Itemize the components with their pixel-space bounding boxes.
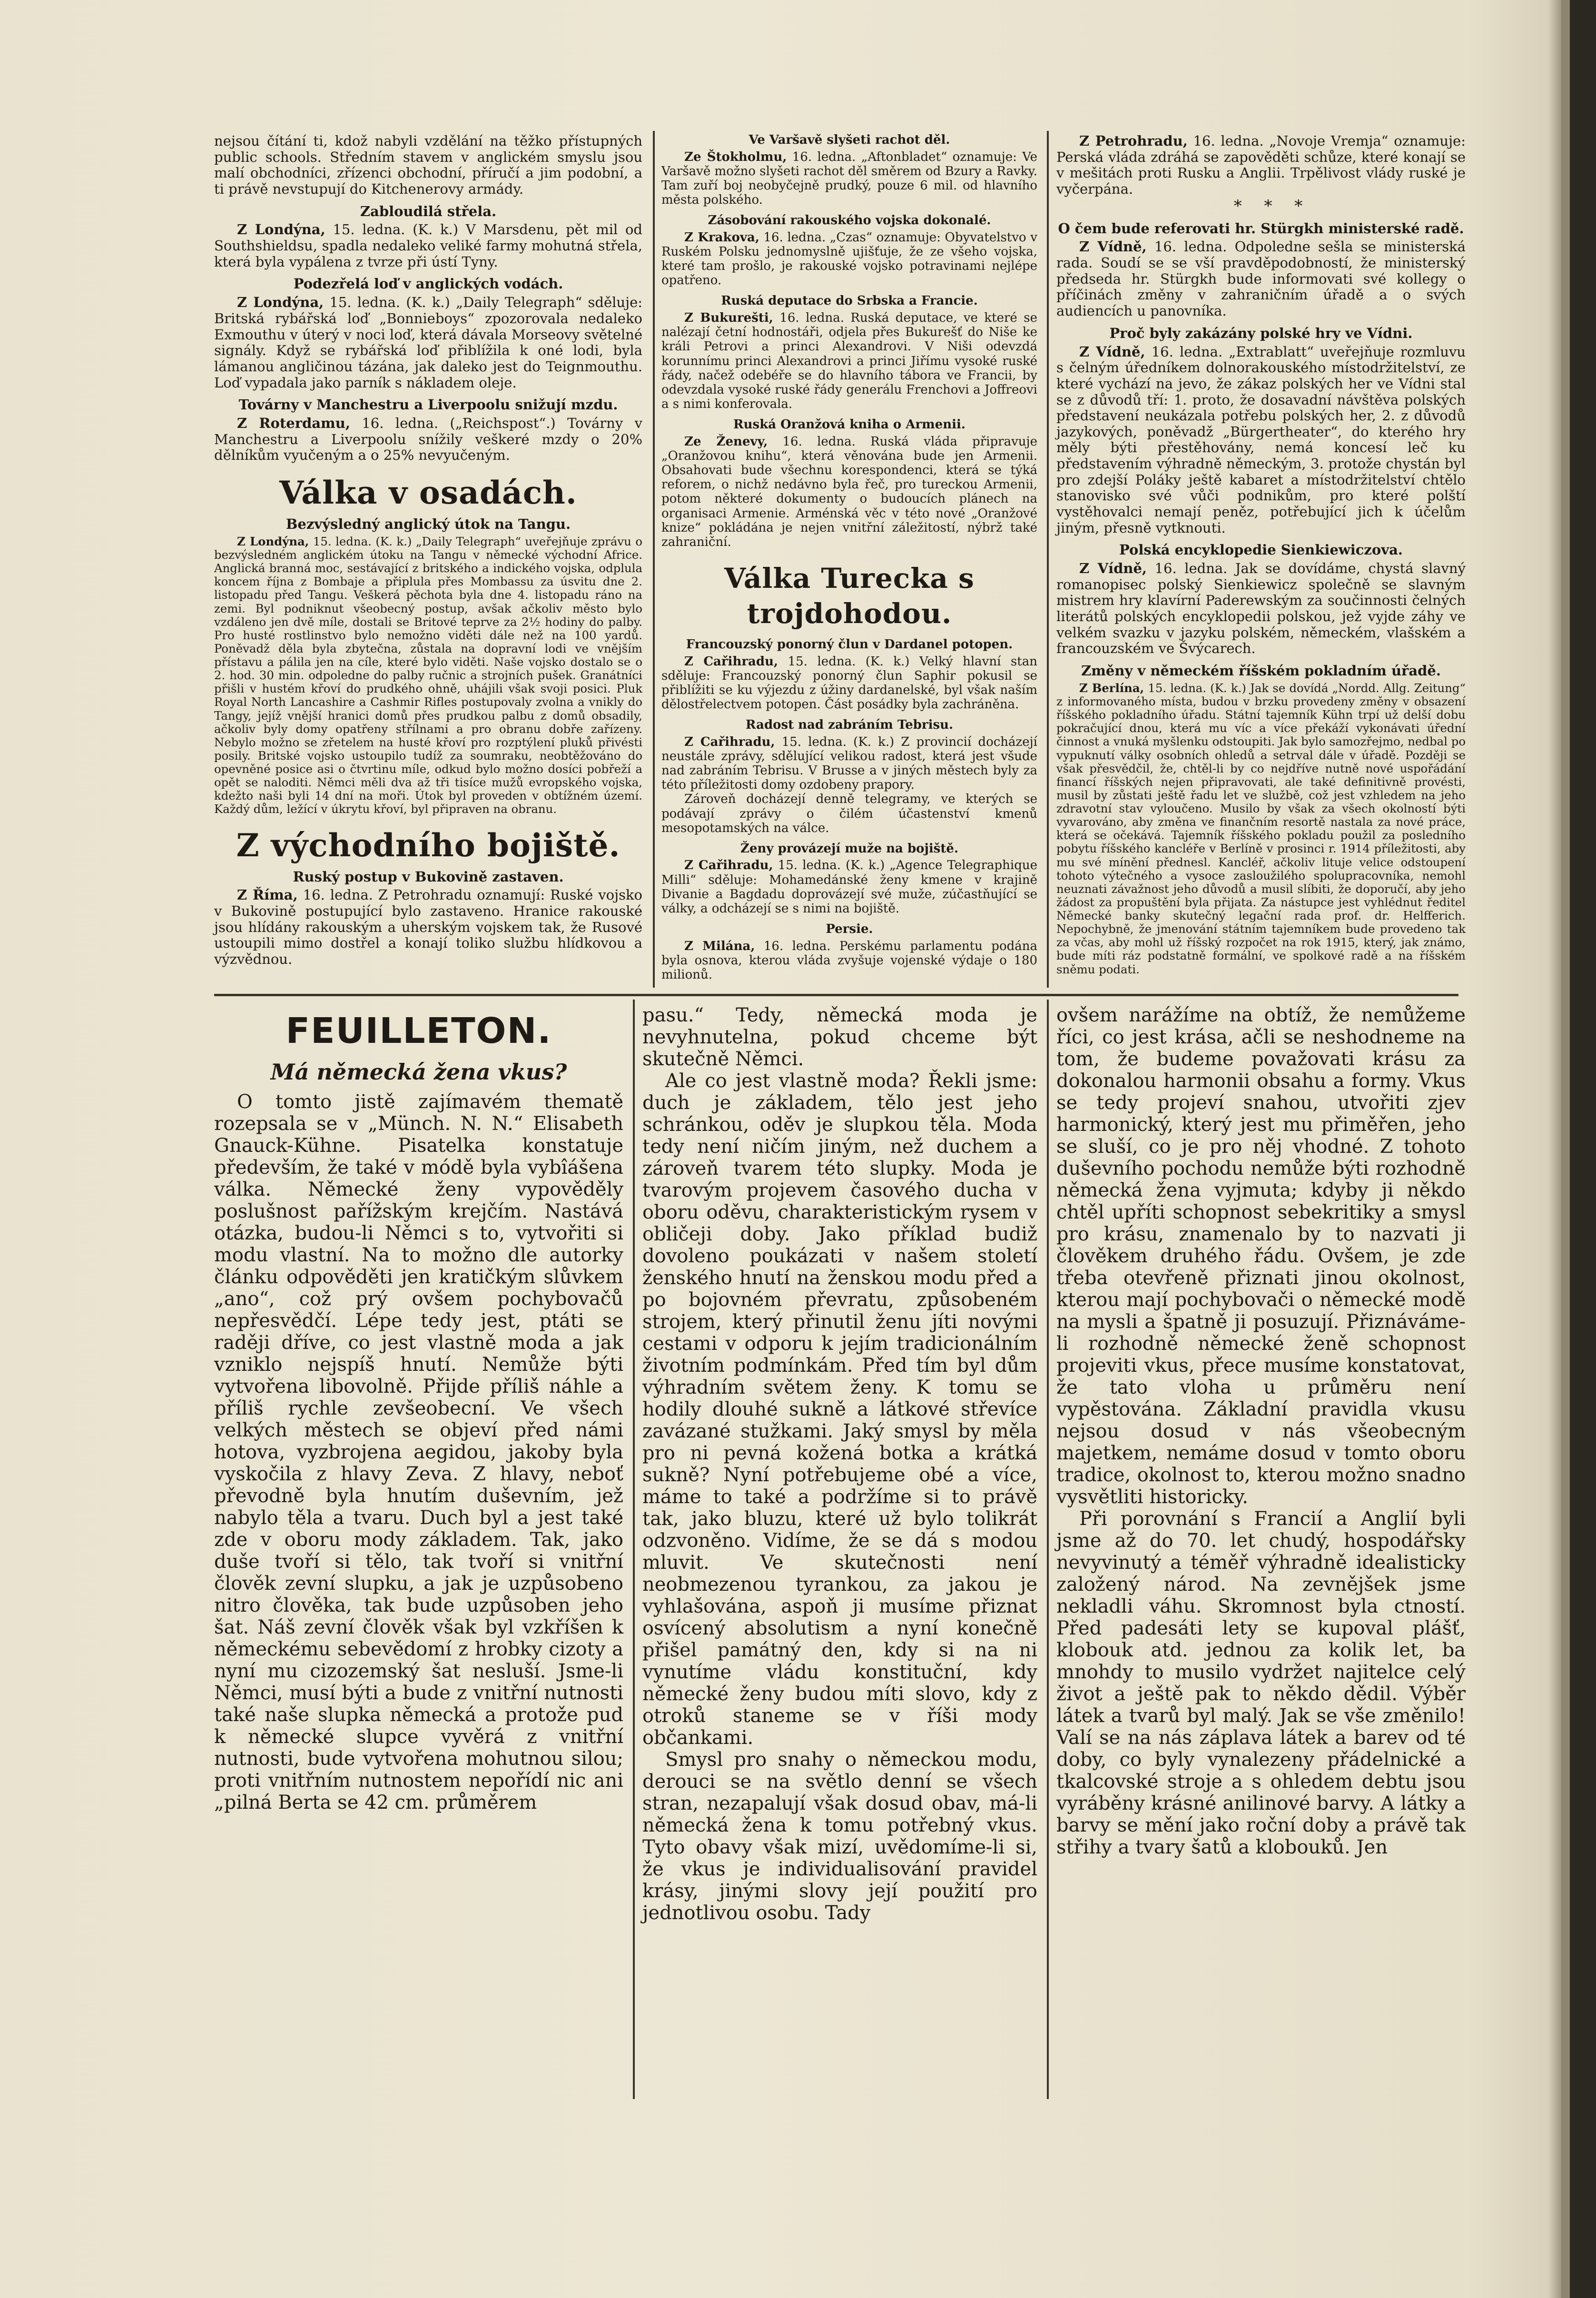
feuilleton-column-3 [1056, 1004, 1466, 1858]
headline-tovarny: Továrny v Manchestru a Liverpoolu snižují mzdu. [238, 396, 618, 413]
article-paragraph [661, 150, 1037, 208]
article-paragraph [661, 435, 1037, 549]
feuilleton-text: Smysl pro snahy o německou modu, derouci se na světlo denní se všech stran, nezapalují však dosud obav, má-li německá žena k tomu potřebný vkus. Tyto obavy však mizí, uvědomíme-li si, že vkus je individualisování pravidel krásy, jinými slovy její použití pro jednotlivou osobu. Tady [642, 1749, 1037, 1924]
dateline: Ze Ženevy, [684, 434, 768, 449]
article-text: 15. ledna. (K. k.) V Marsdenu, pět mil od Southshieldsu, spadla nedaleko veliké farmy mohutná střela, která byla vypálena z tvrze při ústí Tyny. [214, 221, 642, 270]
binding-shadow [1561, 0, 1570, 2298]
dateline: Z Říma, [237, 887, 298, 903]
dateline: Z Londýna, [237, 534, 309, 548]
article-text: 16. ledna. Perskému parlamentu podána byla osnova, kterou vláda zvyšuje vojenské výdaje o 180 milionů. [661, 939, 1037, 982]
article-text: 16. ledna. „Extrablatt“ uveřejňuje rozmluvu s čelným úředníkem dolnorakouského místodržitelství, ze které vychází na jevo, že zákaz polských her ve Vídni stal se z důvodů tří: 1. proto, že dosavadní návštěva polských představení neukázala potřebu polských her, 2. z důvodů jazykových, poněvadž „Bürgertheater“, do kterého hry měly býti přestěhovány, nemá koncesí leč ku představením výhradně německým, 3. protože chystán byl pro zdejší Poláky ještě kabaret a místodržitelství chtělo stanovisko své vůči podnikům, pro které polští vystěhovalci nemají peněz, potřebující jich k účelům jiným, přesně vytknouti. [1056, 343, 1466, 536]
article-paragraph [661, 230, 1037, 288]
intro-text: nejsou čítání ti, kdož nabyli vzdělání na těžko přístupných public schools. Středním stavem v anglickém smyslu jsou malí obchodníci, zřízenci obchodní, příručí a jim podobní, a ti právě nevstupují do Kitchenerovy armády. [214, 133, 642, 197]
dateline: Ze Štokholmu, [684, 149, 787, 164]
headline-oranzova-kniha: Ruská Oranžová kniha o Armenii. [733, 417, 965, 432]
article-paragraph [661, 311, 1037, 411]
feuilleton-rule [214, 994, 1458, 996]
headline-zasobovani: Zásobování rakouského vojska dokonalé. [708, 213, 991, 228]
feuilleton-column-1 [214, 1004, 623, 1813]
article-text: 15. ledna. (K. k.) „Agence Telegraphique Milli“ sděluje: Mohamedánské ženy kmene v krajině Divanie a Bagdadu doprovázejí své muže, zúčastňující se války, a odcházejí se s nimi na bojiště. [661, 858, 1037, 916]
column-rule-4 [1047, 1000, 1049, 2099]
article-paragraph [661, 654, 1037, 712]
dateline: Z Cařihradu, [684, 654, 778, 669]
feuilleton-text: Ale co jest vlastně moda? Řekli jsme: duch je základem, tělo jest jeho schránkou, oděv je slupkou těla. Moda tedy není ničím jiným, než duchem a zároveň tvarem této slupky. Moda je tvarovým projevem časového ducha v oboru oděvu, charakteristickým rysem v obličeji doby. Jako příklad budiž dovoleno poukázati v našem století ženského hnutí na ženskou modu před a po bojovném převratu, způsobeném strojem, který přinutil ženu jíti novými cestami v odporu k jejím tradicionálním životním podmínkám. Před tím byl dům výhradním světem ženy. K tomu se hodily dlouhé sukně a látkové střevíce zavázané stužkami. Jaký smysl by měla pro ni pevná kožená botka a krátká sukně? Nyní potřebujeme obé a více, máme to také a podržíme si to právě tak, jako bluzu, které už bylo tolikrát odzvoněno. Vidíme, že se dá s modou mluvit. Ve skutečnosti není neobmezenou tyrankou, za jakou je vyhlašována, aspoň ji musíme přiznat osvícený absolutism a nyní konečně přišel památný den, kdy si na ni vynutíme vládu konstituční, kdy německé ženy budou míti slovo, kdy z otroků staneme se v říši mody občankami. [642, 1070, 1037, 1749]
feuilleton-subtitle: Má německá žena vkus? [270, 1059, 567, 1085]
article-paragraph [1056, 239, 1466, 319]
headline-zeny: Ženy provázejí muže na bojiště. [740, 841, 959, 856]
column-rule-2 [1047, 131, 1049, 988]
article-paragraph [214, 295, 642, 391]
headline-ponorny-clun: Francouzský ponorný člun v Dardanel potopen. [686, 637, 1013, 652]
article-paragraph [661, 735, 1037, 792]
headline-tebris: Radost nad zabráním Tebrisu. [745, 718, 954, 733]
dateline: Z Petrohradu, [1079, 133, 1188, 149]
headline-zabloudila-strela: Zabloudilá střela. [360, 203, 497, 219]
article-text: 16. ledna. („Reichspost“.) Továrny v Manchestru a Liverpoolu snížily veškeré mzdy o 20% dělníkům vyučeným a o 25% nevyučeným. [214, 415, 642, 464]
dateline: Z Londýna, [237, 294, 324, 311]
headline-varsava: Ve Varšavě slyšeti rachot děl. [749, 133, 950, 147]
feuilleton-title: FEUILLETON. [286, 1010, 552, 1051]
article-text: 15. ledna. (K. k.) „Daily Telegraph“ sděluje: Britská rybářská loď „Bonnieboys“ zpozorovala nedaleko Exmouthu v úterý v noci loď, která dávala Morseovy světelné signály. Když se rybářská loď přiblížila k oné lodi, byla lámanou angličinou tázána, jak daleko jest do Teignmouthu. Loď vypadala jako parník s nákladem oleje. [214, 294, 643, 391]
dateline: Z Vídně, [1079, 238, 1147, 255]
section-title-valka-turecka: Válka Turecka s trojdohodou. [724, 562, 975, 630]
article-text: 16. ledna. Jak se dovídáme, chystá slavný romanopisec polský Sienkiewicz společně se slavným mistrem hry klavírní Paderewským za součinnosti čelných literátů polských encyklopedii polskou, jež vyjde záhy ve velkém svazku v jazyku polském, německém, vlašském a francouzském ve Švýcarech. [1056, 560, 1466, 657]
page-edge [1570, 0, 1596, 2298]
headline-sturgkh: O čem bude referovati hr. Stürgkh ministerské radě. [1058, 220, 1464, 237]
article-paragraph [214, 222, 642, 270]
feuilleton-text: Při porovnání s Francií a Anglií byli jsme až do 70. let chudý, hospodářsky nevyvinutý a téměř výhradně idealisticky založený národ. Na zevnějšek jsme nekladli váhu. Skromnost byla ctností. Před padesáti lety se kupoval plášť, klobouk atd. jednou za kolik let, ba mnohdy to musilo vydržet najitelce celý život a ještě pak to někdo dědil. Výběr látek a tvarů byl malý. Jak se vše změnilo! Valí se na nás záplava látek a barev od té doby, co byly vynalezeny přádelnické a tkalcovské stroje a s ohledem debtu jsou vyráběny krásné anilinové barvy. A látky a barvy se mění jako roční doby a právě tak střihy a tvary šatů a klobouků. Jen [1056, 1508, 1466, 1858]
headline-persie: Persie. [826, 922, 873, 937]
headline-encyklopedie: Polská encyklopedie Sienkiewiczova. [1119, 542, 1403, 558]
dateline: Z Vídně, [1079, 343, 1145, 360]
dateline: Z Cařihradu, [684, 734, 775, 749]
section-title-valka-v-osadach: Válka v osadách. [279, 474, 577, 511]
headline-deputace: Ruská deputace do Srbska a Francie. [721, 294, 978, 308]
article-text: 15. ledna. (K. k.) „Daily Telegraph“ uveřejňuje zprávu o bezvýsledném anglickém útoku na Tangu v německé východní Africe. Anglická branná moc, sestávající z britského a indického vojska, odplula koncem října z Bombaje a připlula přes Mombassu za úsvitu dne 2. listopadu před Tangu. Veškerá pěchota byla dne 4. listopadu ráno na zemi. Byl podniknut všeobecný postup, avšak ačkoliv město bylo vzdáleno jen dvě míle, dostali se Britové teprve za 2½ hodiny do palby. Pro husté rostlinstvo bylo nemožno viděti dále než na 100 yardů. Poněvadž děla byla zbytečna, zůstala na dopravní lodi ve vnějším přístavu a pálila jen na cíle, které bylo viděti. Naše vojsko dostalo se o 2. hod. 30 min. odpoledne do palby ručnic a strojních pušek. Granátníci přišli v hustém křoví do prudkého ohně, uhájili však svoji posici. Pluk Royal North Lancashire a Cashmir Rifles postupovaly zvolna a vnikly do Tangy, jejíž vnější hranici domů přes prudkou palbu z domů obsadily, ačkoliv byly domy opatřeny střílnami a pro obranu dobře zařízeny. Nebylo možno se zřetelem na husté křoví pro rozptýlení pluků přivésti posily. Britské vojsko ustoupilo tudíž za soumraku, neobtěžováno do opevněné posice asi o čtvrtinu míle, odkud bylo možno dosíci pobřeží a opět se naloditi. Němci měli dva až tři tisíce mužů evropského vojska, kdežto naši byli 14 dní na moři. Útok byl proveden v obtížném území. Každý dům, ležící v úkrytu křoví, byl připraven na obranu. [214, 534, 642, 816]
article-text: 16. ledna. „Czas“ oznamuje: Obyvatelstvo v Ruském Polsku jednomyslně ujišťuje, že ze všeho vojska, které tam prošlo, je rakouské vojsko potravinami nejlépe opatřeno. [661, 230, 1037, 288]
article-text: 16. ledna. „Aftonbladet“ oznamuje: Ve Varšavě možno slyšeti rachot děl směrem od Bzury a Ravky. Tam zuří boj neobyčejně prudký, pouze 6 mil. od hlavního města polského. [661, 149, 1037, 208]
article-paragraph [1056, 344, 1466, 536]
headline-bukovina: Ruský postup v Bukovině zastaven. [293, 868, 564, 885]
article-text: 16. ledna. Ruská deputace, ve které se nalézají četní hodnostáři, odjela přes Bukurešť do Niše ke králi Petrovi a princi Alexandrovi. V Niši odevzdá korunnímu princi Alexandrovi a princi Jiřímu vysoké ruské řády, načež odebéře se do hlavního tábora ve Francii, by odevzdala vysoké ruské řády generálu Frenchovi a Joffreovi a s nimi konferovala. [661, 311, 1037, 411]
article-paragraph [214, 887, 642, 967]
section-title-vychodni-bojiste: Z východního bojiště. [236, 826, 621, 864]
column-rule-3 [633, 1000, 635, 2099]
article-paragraph [1056, 561, 1466, 657]
dateline: Z Londýna, [237, 221, 325, 238]
dateline: Z Berlína, [1079, 681, 1144, 695]
article-paragraph [214, 416, 642, 464]
column-2 [661, 133, 1037, 982]
separator-stars: * * * [1233, 196, 1311, 216]
article-text: 15. ledna. (K. k.) Velký hlavní stan sděluje: Francouzský ponorný člun Saphir pokusil se přiblížiti se ku výjezdu z úžiny dardanelské, byl však naším dělostřelectvem potopen. Část posádky byla zachráněna. [661, 654, 1038, 712]
headline-polske-hry: Proč byly zakázány polské hry ve Vídni. [1109, 325, 1413, 341]
article-text: 15. ledna. (K. k.) Jak se dovídá „Nordd. Allg. Zeitung“ z informovaného místa, budou v brzku provedeny změny v obsazení říšského pokladního úřadu. Státní tajemník Kühn trpí už delší dobu pokračující dnou, která mu víc a více překáží vykonávati úřední činnost a vnuká myšlenku odstoupiti. Jak bylo samozřejmo, nedbal po vypuknutí války osobních ohledů a setrval dále v úřadě. Později se však přesvědčil, že, chtěl-li by co nejdříve nutně nové uspořádání financí říšských nejen připravovati, ale také definitivně provésti, musil by zůstati ještě řadu let ve službě, což jest vzhledem na jeho zdravotní stav vyloučeno. Musilo by však za všech okolností býti vyvarováno, aby změna ve finančním resortě nastala za nové práce, která se očekává. Tajemník říšského pokladu použil za posledního pobytu říšského kancléře v Berlíně v prosinci r. 1914 příležitosti, aby mu své mínění přednesl. Kancléř, ačkoliv lituje velice odstoupení tohoto výtečného a vysoce zasloužilého spolupracovníka, nemohl neuznati závažnost jeho důvodů a musil slíbiti, že doporučí, aby jeho žádost za propuštění byla přijata. Za nástupce jest vyhlédnut ředitel Německé banky skutečný legační rada prof. dr. Helfferich. Nepochybně, že jmenování státním tajemníkem bude provedeno tak za včas, aby mohl už říšský rozpočet na rok 1915, který, jak známo, bude míti ráz podstatně formální, ve spolkové radě a na říšském sněmu podati. [1056, 681, 1466, 976]
article-text: 16. ledna. Odpoledne sešla se ministerská rada. Soudí se se vší pravděpodobností, že ministerský předseda hr. Stürgkh bude informovati své kollegy o příčinách změny v zahraničním úřadě a o svých audiencích u panovníka. [1056, 238, 1466, 319]
feuilleton-text: ovšem narážíme na obtíž, že nemůžeme říci, co jest krása, ačli se neshodneme na tom, že budeme považovati krásu za dokonalou harmonii obsahu a formy. Vkus se tedy projeví snahou, utvořiti zjev harmonický, který jest mu přiměřen, jeho se sluší, co je pro něj vhodné. Z tohoto duševního pochodu nemůže býti rozhodně německá žena vyjmuta; kdyby ji někdo chtěl upříti schopnost sebekritiky a smysl pro krásu, znamenalo by to nazvati ji člověkem druhého řádu. Ovšem, je zde třeba otevřeně přiznati jinou okolnost, kterou mají pochybovači o německé modě na mysli a špatně ji posuzují. Přiznáváme-li rozhodně německé ženě schopnost projeviti vkus, přece musíme konstatovat, že tato vloha u průměru není vypěstována. Základní pravidla vkusu nejsou dosud v nás všeobecným majetkem, nemáme dosud v tomto oboru tradice, okolnost to, kterou možno snadno vysvětliti historicky. [1056, 1004, 1466, 1508]
headline-pokladni-urad: Změny v německém říšském pokladním úřadě. [1081, 663, 1441, 679]
article-paragraph [1056, 133, 1466, 198]
article-paragraph: Zároveň docházejí denně telegramy, ve kterých se podávají zprávy o čilém účastenství kmenů mesopotamských na válce. [661, 792, 1037, 835]
dateline: Z Roterdamu, [237, 415, 350, 432]
dateline: Z Bukurešti, [684, 311, 773, 326]
article-paragraph [661, 858, 1037, 916]
dateline: Z Krakova, [684, 230, 759, 245]
headline-podezrela-lod: Podezřelá loď v anglických vodách. [293, 276, 563, 292]
column-rule-1 [653, 131, 655, 988]
dateline: Z Vídně, [1079, 560, 1147, 577]
article-text: 15. ledna. (K. k.) Z provincií docházejí neustále zprávy, sdělující velikou radost, která jest všude nad zabráním Tebrisu. V Brusse a v jiných městech byly za této příležitosti domy ozdobeny prapory. [661, 734, 1037, 792]
article-text: 16. ledna. Ruská vláda připravuje „Oranžovou knihu“, která věnována bude jen Armenii. Obsahovati bude všechnu korespondenci, která se týká reforem, o nichž nedávno byla řeč, pro tureckou Armenii, potom některé dokumenty o budoucích plánech na organisaci Armenie. Arménská věc v této nové „Oranžové knize“ pokládána je nejen vnitřní záležitostí, nýbrž také zahraniční. [661, 434, 1037, 549]
dateline: Z Cařihradu, [684, 858, 773, 873]
feuilleton-text: O tomto jistě zajímavém thematě rozepsala se v „Münch. N. N.“ Elisabeth Gnauck-Kühne. Pisatelka konstatuje především, že také v módě byla vybîášena válka. Německé ženy vypověděly poslušnost pařížským krejčím. Nastává otázka, budou-li Němci s to, vytvořiti si modu vlastní. Na to možno dle autorky článku odpověděti jen kratičkým slůvkem „ano“, což prý ovšem pochybovačů nepřesvědčí. Lépe tedy jest, ptáti se raději dříve, co jest vlastně moda a jak vzniklo nejspíš hnutí. Nemůže býti vytvořena libovolně. Přijde příliš náhle a příliš rychle zevšeobecní. Ve všech velkých městech se objeví před námi hotova, vyzbrojena aegidou, jakoby byla vyskočila z hlavy Zeva. Z hlavy, neboť převodně byla hnutím duševním, jež nabylo těla a tvaru. Duch byl a jest také zde v oboru mody základem. Tak, jako duše tvoří si tělo, tak tvoří si vnitřní člověk zevní slupku, a jak je uzpůsobeno nitro člověka, tak bude uzpůsoben jeho šat. Náš zevní člověk však byl vzkříšen k německému sebevědomí z hrobky cizoty a nyní mu cizozemský šat nesluší. Jsme-li Němci, musí býti a bude z vnitřní nutnosti také naše slupka německá a protože pud k německé slupce vyvěrá z vnitřní nutnosti, bude vytvořena mohutnou silou; proti vnitřním nutnostem nepořídí nic ani „pilná Berta se 42 cm. průměrem [214, 1091, 623, 1813]
column-1 [214, 133, 642, 968]
article-text: 16. ledna. Z Petrohradu oznamují: Ruské vojsko v Bukovině postupující bylo zastaveno. Hranice rakouské jsou hlídány rakouským a uherským vojskem tak, že Rusové ustoupili mimo dostřel a konají toliko službu hlídkovou a výzvědnou. [214, 887, 642, 967]
dateline: Z Milána, [684, 939, 755, 953]
headline-tangu: Bezvýsledný anglický útok na Tangu. [286, 515, 571, 532]
article-paragraph [661, 939, 1037, 982]
feuilleton-text: pasu.“ Tedy, německá moda je nevyhnutelna, pokud chceme být skutečně Němci. [642, 1004, 1037, 1070]
article-paragraph [1056, 682, 1466, 976]
article-paragraph [214, 535, 642, 816]
feuilleton-column-2 [642, 1004, 1037, 1924]
column-3 [1056, 133, 1466, 976]
article-text: 16. ledna. „Novoje Vremja“ oznamuje: Perská vláda zdráhá se zapověděti schůze, které konají se v mešitách proti Rusku a Anglii. Trpělivost vlády ruské je vyčerpána. [1056, 133, 1466, 197]
